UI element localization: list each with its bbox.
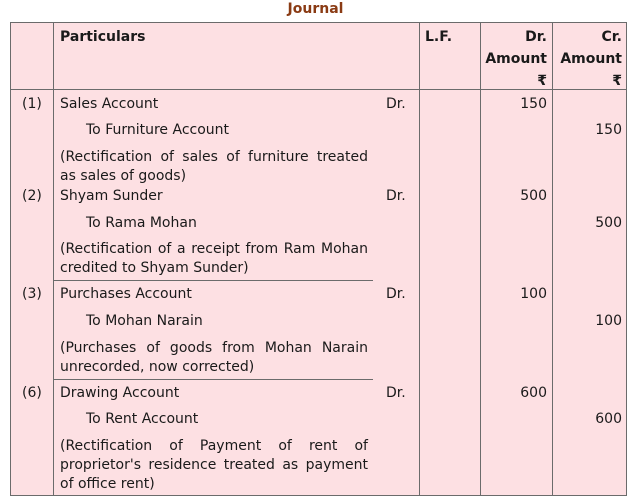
journal-title: Journal [287,1,344,17]
header-lf: L.F. [425,29,453,45]
header-cr-rupee: ₹ [612,73,622,89]
cr-amount: 150 [595,122,622,138]
cr-amount: 500 [595,215,622,231]
col-divider-particulars [419,23,420,495]
col-divider-number [53,23,54,495]
credit-account: To Mohan Narain [86,313,203,329]
dr-amount: 500 [520,188,547,204]
dr-marker: Dr. [386,188,406,204]
debit-account: Shyam Sunder [60,188,163,204]
narration: (Purchases of goods from Mohan Narain unrecorded, now corrected) [60,340,368,375]
credit-account: To Rama Mohan [86,215,197,231]
journal-table [10,22,627,496]
credit-account: To Rent Account [86,411,199,427]
dr-marker: Dr. [386,385,406,401]
credit-account: To Furniture Account [86,122,230,138]
debit-account: Drawing Account [60,385,180,401]
dr-amount: 100 [520,286,547,302]
header-dr: Dr. [525,29,547,45]
dr-amount: 600 [520,385,547,401]
entry-number: (3) [22,286,42,302]
cr-amount: 600 [595,411,622,427]
dr-marker: Dr. [386,286,406,302]
header-dr-rupee: ₹ [537,73,547,89]
entry-number: (6) [22,385,42,401]
narration: (Rectification of a receipt from Ram Mohan credited to Shyam Sunder) [60,241,368,276]
dr-marker: Dr. [386,96,406,112]
dr-amount: 150 [520,96,547,112]
header-dr-amount: Amount [485,51,547,67]
narration-rule-3 [53,379,373,380]
narration-rule-2 [53,280,373,281]
debit-account: Sales Account [60,96,159,112]
cr-amount: 100 [595,313,622,329]
header-cr: Cr. [601,29,622,45]
header-cr-amount: Amount [560,51,622,67]
entry-number: (2) [22,188,42,204]
narration: (Rectification of Payment of rent of proprietor's residence treated as payment of office rent) [60,438,368,492]
narration: (Rectification of sales of furniture treated as sales of goods) [60,149,368,184]
entry-number: (1) [22,96,42,112]
col-divider-lf [480,23,481,495]
debit-account: Purchases Account [60,286,192,302]
header-particulars: Particulars [60,29,146,45]
